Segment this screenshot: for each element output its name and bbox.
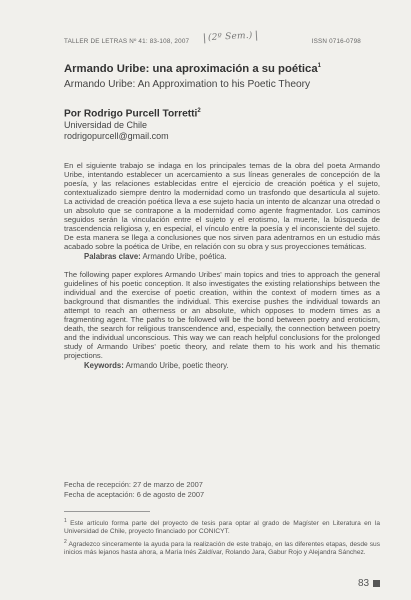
footnote-divider [64, 511, 150, 512]
footnote-2-mark: 2 [64, 538, 67, 545]
title-footnote-mark: 1 [317, 63, 321, 70]
footnote-1-text: Este artículo forma parte del proyecto de tesis para optar al grado de Magíster en Literatura en la Universidad de Chile, proyecto financiado por CONICYT. [64, 520, 380, 536]
keywords-english-values: Armando Uribe, poetic theory. [125, 360, 229, 370]
journal-citation: TALLER DE LETRAS Nº 41: 83-108, 2007 [64, 38, 190, 45]
footnote-1 [64, 517, 380, 537]
title-spanish [64, 63, 374, 75]
author-name-text: Por Rodrigo Purcell Torretti [64, 108, 198, 120]
footnote-1-mark: 1 [64, 518, 67, 524]
footnote-2-text: Agradezco sinceramente la ayuda para la realización de este trabajo, en las diferentes etapas, desde sus inicios más lejanos hasta ahora, a María Inés Zaldívar, Rolando Jara, Gabur Rojo y Alejandra Sánchez. [64, 540, 381, 557]
square-bullet-icon [373, 580, 380, 587]
author-footnote-mark: 2 [197, 108, 201, 114]
author-block [64, 108, 374, 142]
author-name [64, 108, 374, 119]
abstract-english [64, 271, 380, 370]
title-english: Armando Uribe: An Approximation to his Poetic Theory [64, 79, 311, 90]
handwritten-annotation: (2º Sem.) [204, 31, 257, 44]
abstract-spanish [64, 162, 380, 261]
issn: ISSN 0716-0798 [311, 38, 361, 45]
keywords-spanish-label: Palabras clave: [84, 251, 141, 261]
abstract-english-text: The following paper explores Armando Uribes' main topics and tries to approach the general guidelines of his poetic conception. It also investigates the existing relationships between the individual and the exercise of poetic creation, within the context of modern times as a background that dismantles the individual. This exercise pushes the individual towards an attempt to reach an otherness or an absolute, which opposes to modern times as a fragmenting agent. The paths to be followed will be the bond between poetry and eroticism, death, the search for religious transcendence and, especially, the connection between poetry and the individual unconscious. This way we can reach helpful conclusions for the prolonged study of Armando Uribes' poetic theory, and relate them to his work and his thematic projections. [64, 270, 380, 360]
date-accepted: Fecha de aceptación: 6 de agosto de 2007 [64, 489, 205, 499]
running-header [64, 30, 361, 48]
keywords-spanish [64, 253, 380, 262]
footnote-2 [64, 538, 380, 558]
footnotes [64, 517, 380, 559]
keywords-spanish-values: Armando Uribe, poética. [142, 251, 227, 261]
date-received: Fecha de recepción: 27 de marzo de 2007 [64, 480, 203, 489]
keywords-english [64, 362, 380, 371]
submission-dates [64, 480, 204, 499]
author-affiliation: Universidad de Chile [64, 120, 148, 131]
author-email: rodrigopurcell@gmail.com [64, 131, 169, 142]
abstract-spanish-text: En el siguiente trabajo se indaga en los principales temas de la obra del poeta Armando Uribe, intentando establecer un acercamiento a sus líneas generales de concepción de la poesía, y las relaciones establecidas entre el ejercicio de creación poética y el sujeto, contextualizado siempre dentro la modernidad como un trasfondo que desarticula al sujeto. La actividad de creación poética lleva a ese sujeto hacia un intento de alcanzar una otredad o un absoluto que se contrapone a la modernidad como agente fragmentador. Los caminos seguidos serán la vinculación entre el sujeto y el erotismo, la muerte, la búsqueda de trascendencia religiosa y, en especial, el vínculo entre la poesía y el inconsciente del sujeto. De esta manera se llega a conclusiones que nos sirven para adentrarnos en un estudio más acabado sobre la poética de Uribe, en relación con su obra y sus proyecciones temáticas. [64, 161, 380, 251]
page-number-text: 83 [358, 578, 370, 589]
keywords-english-label: Keywords: [84, 360, 124, 370]
title-spanish-text: Armando Uribe: una aproximación a su poética [64, 63, 318, 75]
page-number [358, 578, 380, 589]
